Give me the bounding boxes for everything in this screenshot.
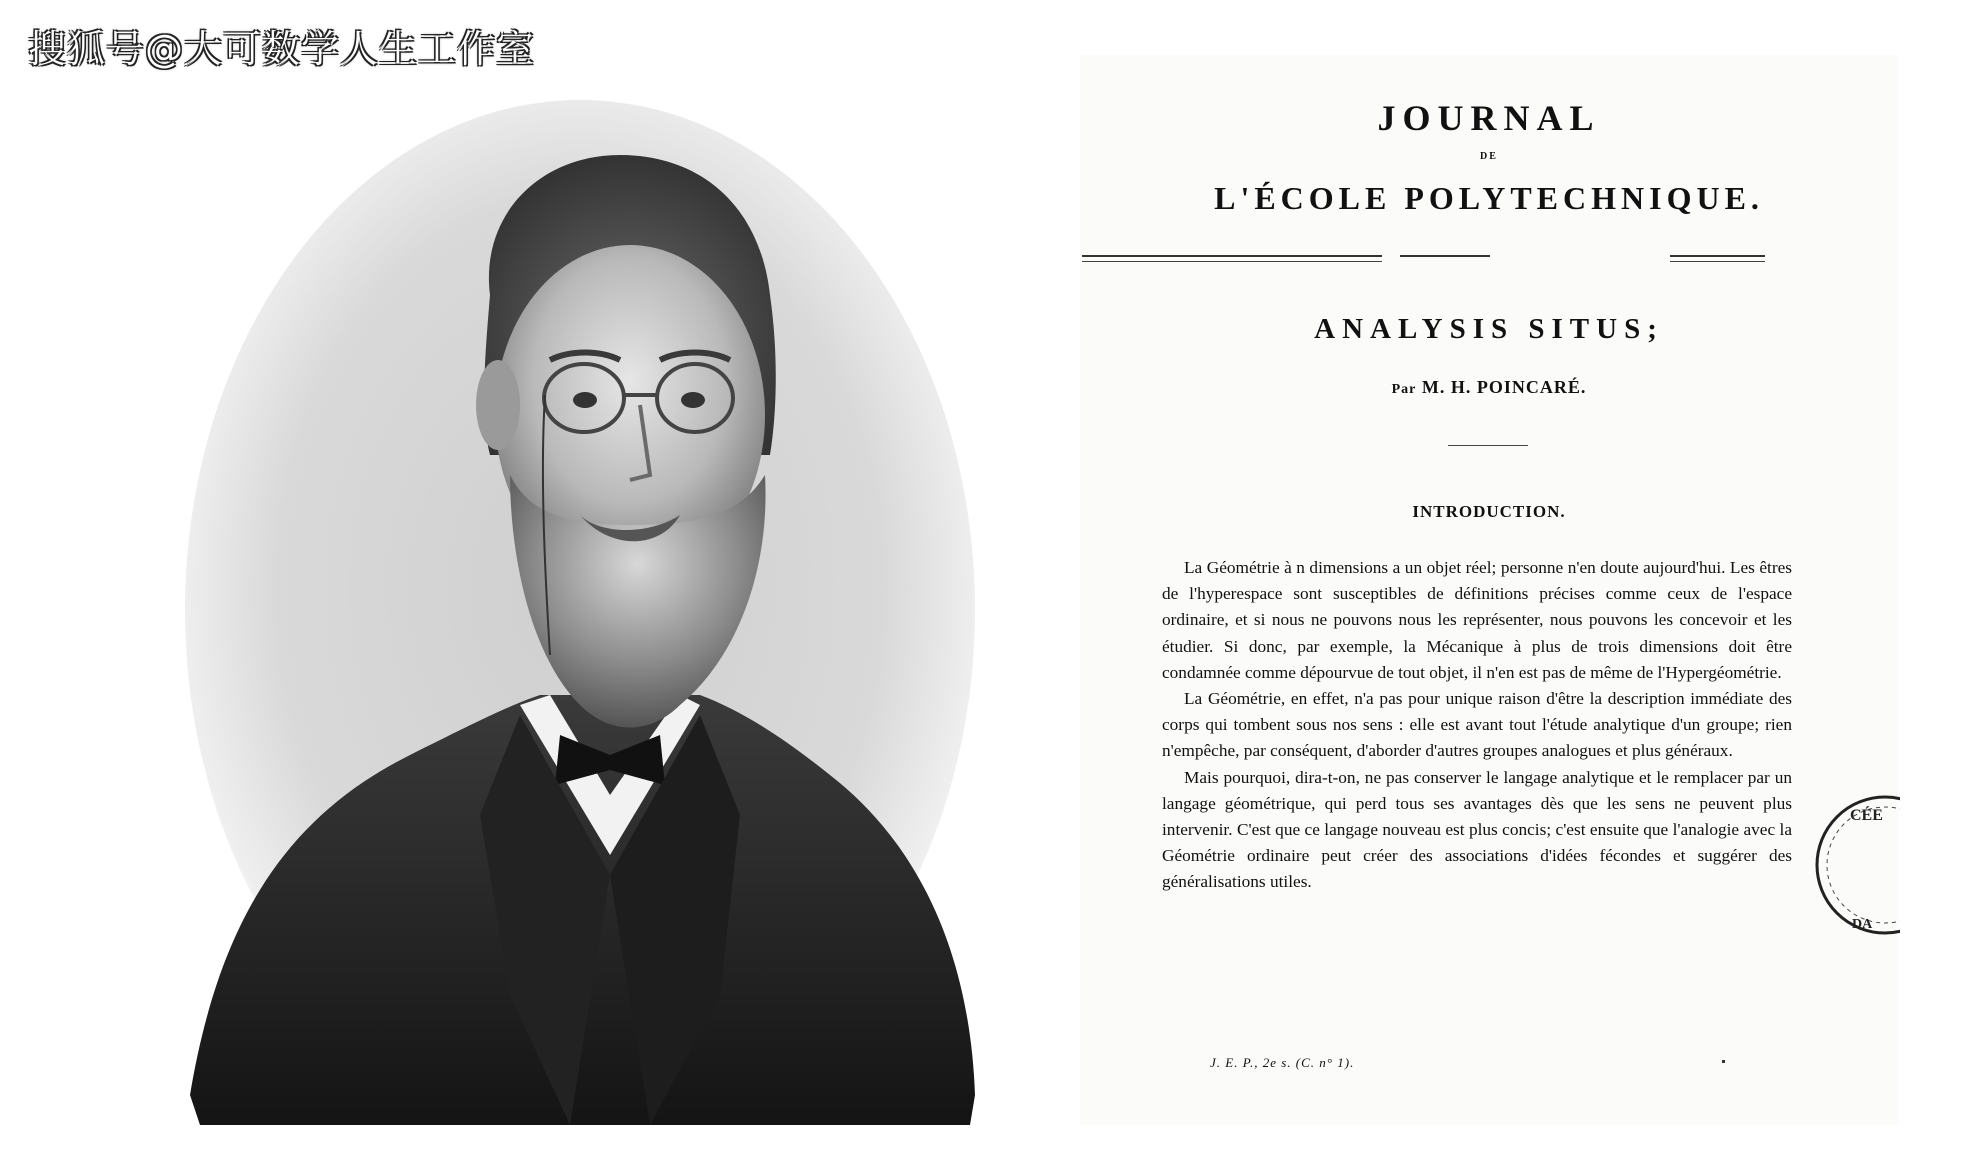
library-stamp [1780,790,1900,940]
svg-text:CÉE: CÉE [1850,807,1883,824]
body-text [1162,555,1792,896]
page-mark [1722,1060,1725,1063]
author-name: M. H. POINCARÉ. [1421,377,1587,397]
paragraph: Mais pourquoi, dira-t-on, ne pas conserver le langage analytique et le remplacer par un langage géométrique, qui perd tous ses avantages dès que les sens ne peuvent plus intervenir. C'est que ce langage nouveau est plus concis; c'est ensuite que l'analogie avec la Géométrie ordinaire peut créer des associations d'idées fécondes et suggérer des généralisations utiles. [1162,767,1792,892]
journal-page [1080,55,1898,1125]
header-rule-left-2 [1082,261,1382,262]
paragraph: La Géométrie, en effet, n'a pas pour unique raison d'être la description immédiate des corps qui tombent sous nos sens : elle est avant tout l'étude analytique d'un groupe; rien n'empêche, par conséquent, d'aborder d'autres groupes analogues et plus généraux. [1162,689,1792,761]
header-rule-middle [1400,255,1490,257]
watermark-text: 搜狐号@大可数学人生工作室 [28,27,536,71]
footnote: J. E. P., 2e s. (C. n° 1). [1210,1055,1355,1070]
author-line [1080,377,1898,398]
header-rule-right-2 [1670,261,1765,262]
journal-title: JOURNAL [1377,98,1601,138]
section-heading: INTRODUCTION. [1412,502,1566,521]
portrait-photo [180,95,980,1125]
header-rule-right [1670,255,1765,257]
author-prefix: Par [1391,382,1417,397]
paragraph: La Géométrie à n dimensions a un objet réel; personne n'en doute aujourd'hui. Les êtres de l'hyperespace sont susceptibles de définitions précises comme ceux de l'espace ordinaire, et si nous ne pouvons nous les représenter, nous pouvons les concevoir et les étudier. Si donc, par exemple, la Mécanique à plus de trois dimensions doit être condamnée comme dépourvue de tout objet, il n'en est pas de même de l'Hypergéométrie. [1162,558,1792,682]
title-separator [1448,445,1528,446]
svg-text:DA: DA [1852,917,1873,932]
header-rule-left [1082,255,1382,257]
article-title: ANALYSIS SITUS; [1314,313,1664,345]
journal-subtitle: L'ÉCOLE POLYTECHNIQUE. [1214,180,1764,216]
journal-title-connector: DE [1480,151,1498,162]
